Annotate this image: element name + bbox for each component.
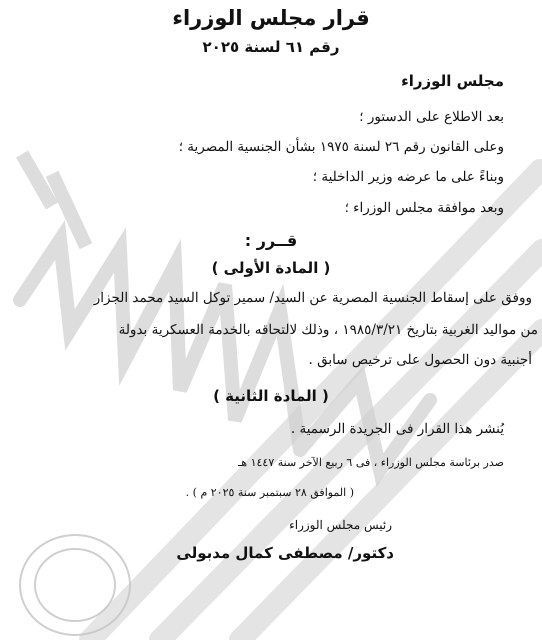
preamble-line: وعلى القانون رقم ٢٦ لسنة ١٩٧٥ بشأن الجنسية المصرية ؛ xyxy=(178,139,504,155)
preamble-line: وبعد موافقة مجلس الوزراء ؛ xyxy=(344,200,504,216)
article-1-line: من مواليد الغربية بتاريخ ١٩٨٥/٣/٢١ ، وذلك لالتحاقه بالخدمة العسكرية بدولة xyxy=(118,322,538,338)
article-1-line: أجنبية دون الحصول على ترخيص سابق . xyxy=(308,352,532,368)
corresponding-date: ( الموافق ٢٨ سبتمبر سنة ٢٠٢٥ م ) . xyxy=(185,486,354,499)
article-1-heading: ( المادة الأولى ) xyxy=(211,259,331,277)
preamble-line: بعد الاطلاع على الدستور ؛ xyxy=(359,109,504,125)
signatory-title: رئيس مجلس الوزراء xyxy=(289,518,392,532)
issuer-heading: مجلس الوزراء xyxy=(401,72,504,90)
issued-date: صدر برئاسة مجلس الوزراء ، فى ٦ ربيع الآخر سنة ١٤٤٧ هـ xyxy=(238,456,504,469)
decree-number: رقم ٦١ لسنة ٢٠٢٥ xyxy=(202,38,340,56)
decided-heading: قــرر : xyxy=(244,231,298,250)
article-2-heading: ( المادة الثانية ) xyxy=(213,387,329,405)
signatory-name: دكتور/ مصطفى كمال مدبولى xyxy=(176,544,394,562)
article-1-line: ووفق على إسقاط الجنسية المصرية عن السيد/ سمير توكل السيد محمد الجزار xyxy=(93,290,532,306)
article-2-text: يُنشر هذا القرار فى الجريدة الرسمية . xyxy=(290,421,504,437)
decree-title: قرار مجلس الوزراء xyxy=(172,6,370,30)
preamble-line: وبناءً على ما عرضه وزير الداخلية ؛ xyxy=(312,169,504,185)
